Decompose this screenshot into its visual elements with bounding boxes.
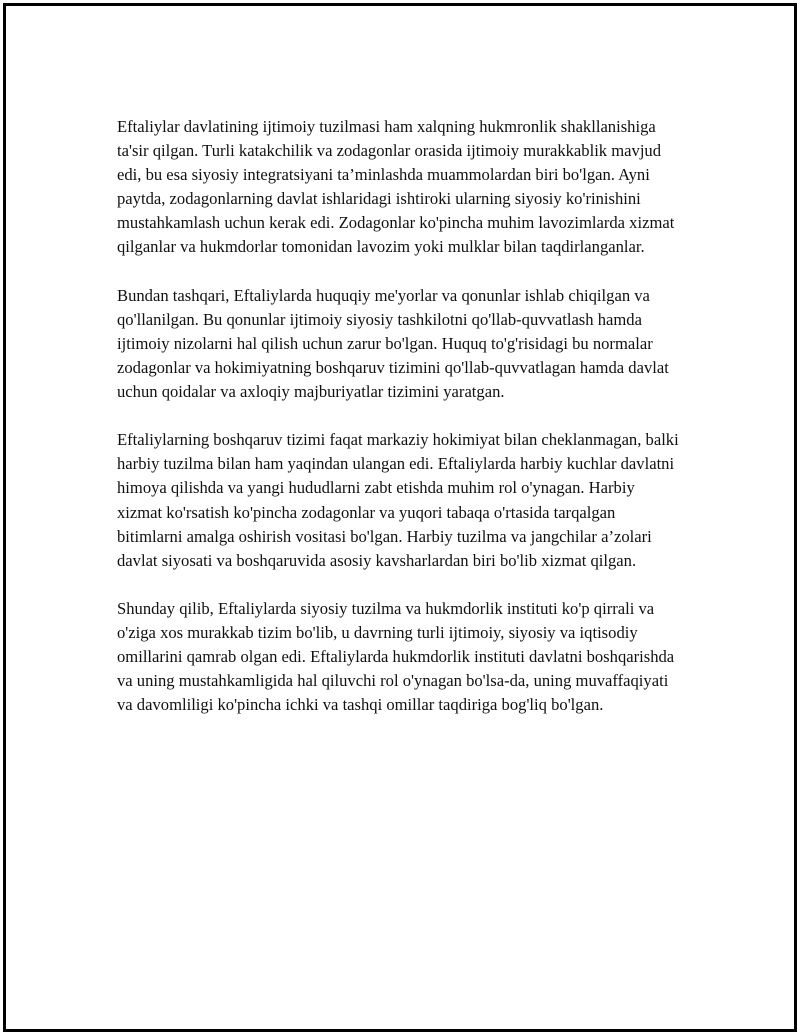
- paragraph-4: Shunday qilib, Eftaliylarda siyosiy tuzilma va hukmdorlik instituti ko'p qirrali va o'ziga xos murakkab tizim bo'lib, u davrning turli ijtimoiy, siyosiy va iqtisodiy omillarini qamrab olgan edi. Eftaliylarda hukmdorlik instituti davlatni boshqarishda va uning mustahkamligida hal qiluvchi rol o'ynagan bo'lsa-da, uning muvaffaqiyati va davomliligi ko'pincha ichki va tashqi omillar taqdiriga bog'liq bo'lgan.: [117, 598, 675, 715]
- paragraph-1: Eftaliylar davlatining ijtimoiy tuzilmasi ham xalqning hukmronlik shakllanishiga ta'sir qilgan. Turli katakchilik va zodagonlar orasida ijtimoiy murakkablik mavjud edi, bu esa siyosiy integratsiyani ta’minlashda muammolardan biri bo'lgan. Ayni paytda, zodagonlarning davlat ishlaridagi ishtiroki ularning siyosiy ko'rinishini mustahkamlash uchun kerak edi. Zodagonlar ko'pincha muhim lavozimlarda xizmat qilganlar va hukmdorlar tomonidan lavozim yoki mulklar bilan taqdirlanganlar.: [117, 117, 675, 257]
- paragraph-3: Eftaliylarning boshqaruv tizimi faqat markaziy hokimiyat bilan cheklanmagan, balki harbiy tuzilma bilan ham yaqindan ulangan edi. Eftaliylarda harbiy kuchlar davlatni himoya qilishda va yangi hududlarni zabt etishda muhim rol o'ynagan. Harbiy xizmat ko'rsatish ko'pincha zodagonlar va yuqori tabaqa o'rtasida tarqalgan bitimlarni amalga oshirish vositasi bo'lgan. Harbiy tuzilma va jangchilar a’zolari davlat siyosati va boshqaruvida asosiy kavsharlardan biri bo'lib xizmat qilgan.: [117, 430, 679, 570]
- paragraph-2: Bundan tashqari, Eftaliylarda huquqiy me'yorlar va qonunlar ishlab chiqilgan va qo'llanilgan. Bu qonunlar ijtimoiy siyosiy tashkilotni qo'llab-quvvatlash hamda ijtimoiy nizolarni hal qilish uchun zarur bo'lgan. Huquq to'g'risidagi bu normalar zodagonlar va hokimiyatning boshqaruv tizimini qo'llab-quvvatlagan hamda davlat uchun qoidalar va axloqiy majburiyatlar tizimini yaratgan.: [117, 285, 669, 402]
- document-body: [117, 115, 680, 741]
